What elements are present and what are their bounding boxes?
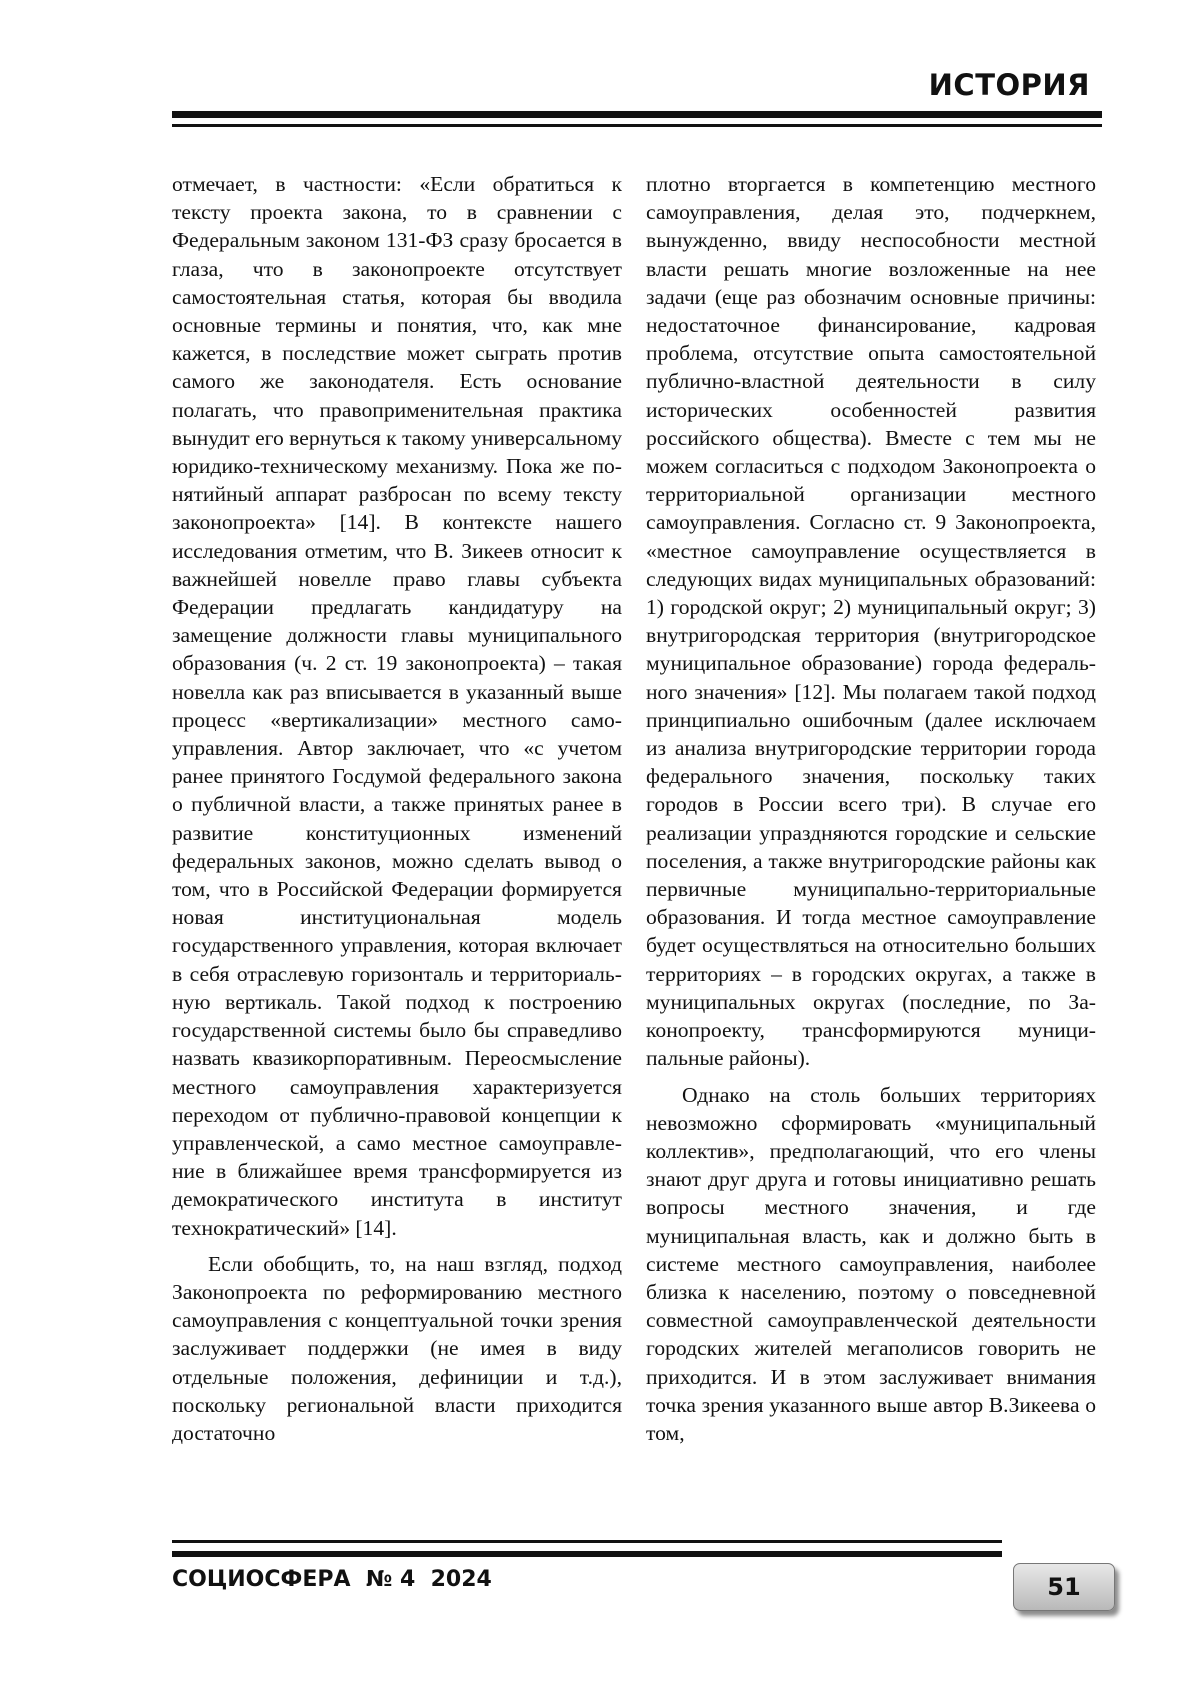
left-column xyxy=(172,170,622,1447)
page-number-badge xyxy=(1013,1563,1115,1611)
right-paragraph-1: плотно вторгается в компетенцию местного самоуправления, делая это, подчеркнем, вынужденно, ввиду неспособности местной власти решать многие возложенные на нее задачи (еще раз обозначим основные причины: недостаточное финансирование, кадровая проблема, отсутствие опыта самостоятельной публично-властной деятельности в силу исторических особенностей развития российского общества). Вместе с тем мы не можем согласиться с подходом Законопроекта о территориальной организации местного самоуправления. Согласно ст. 9 Законопроекта, «местное самоуправление осуществляется в следующих видах муниципальных образований: 1) городской округ; 2) муниципальный округ; 3) внутригородская территория (внутригородское муниципальное образование) города федерального значения» [12]. Мы полагаем такой подход принципиально ошибочным (далее исключаем из анализа внутригородские территории города федерального значения, поскольку таких городов в России всего три). В случае его реализации упраздняются городские и сельские поселения, а также внутригородские районы как первичные муниципально-территориальные образования. И тогда местное самоуправление будет осуществляться на относительно больших территориях – в городских округах, а также в муниципальных округах (последние, по Законопроекту, трансформируются муниципальные районы). xyxy=(646,172,1096,1071)
footer-rule-thin xyxy=(172,1540,1002,1543)
header-rule-thick xyxy=(172,111,1102,118)
right-paragraph-2: Однако на столь больших территориях невозможно сформировать «муниципальный коллектив», предполагающий, что его члены знают друг друга и готовы инициативно решать вопросы местного значения, и где муниципальная власть, как и должно быть в системе местного самоуправления, наиболее близка к населению, поэтому о повседневной совместной самоуправленческой деятельности городских жителей мегаполисов говорить не приходится. И в этом заслуживает внимания точка зрения указанного выше автор В.Зикеева о том, xyxy=(646,1082,1096,1445)
page-number: 51 xyxy=(1047,1573,1081,1601)
right-column xyxy=(646,170,1096,1447)
footer-rule-thick xyxy=(172,1551,1002,1557)
section-title: ИСТОРИЯ xyxy=(928,68,1090,102)
left-paragraph-1: отмечает, в частности: «Если обратиться к тексту проекта закона, то в сравнении с Федеральным законом 131-ФЗ сразу бросается в глаза, что в законопроекте отсутствует самостоятельная статья, которая бы вводила основные термины и понятия, что, как мне кажется, в последствие может сыграть против самого же законодателя. Есть основание полагать, что правоприменительная практика вынудит его вернуться к такому универсальному юридико-техническому механизму. Пока же понятийный аппарат разбросан по всему тексту законопроекта» [14]. В контексте нашего исследования отметим, что В. Зикеев относит к важнейшей новелле право главы субъекта Федерации предлагать кандидатуру на замещение должности главы муниципального образования (ч. 2 ст. 19 законопроекта) – такая новелла как раз вписывается в указанный выше процесс «вертикализации» местного самоуправления. Автор заключает, что «с учетом ранее принятого Госдумой федерального закона о публичной власти, а также принятых ранее в развитие конституционных изменений федеральных законов, можно сделать вывод о том, что в Российской Федерации формируется новая институциональная модель государственного управления, которая включает в себя отраслевую горизонталь и территориальную вертикаль. Такой подход к построению государственной системы было бы справедливо назвать квазикорпоративным. Переосмысление местного самоуправления характеризуется переходом от публично-правовой концепции к управленческой, а само местное самоуправление в ближайшее время трансформируется из демократического института в институт технократический» [14]. xyxy=(172,172,622,1240)
left-paragraph-2: Если обобщить, то, на наш взгляд, подход Законопроекта по реформированию местного самоуправления с концептуальной точки зрения заслуживает поддержки (не имея в виду отдельные положения, дефиниции и т.д.), поскольку региональной власти приходится достаточно xyxy=(172,1251,622,1445)
journal-issue-label: СОЦИОСФЕРА № 4 2024 xyxy=(172,1567,492,1592)
header-rule-thin xyxy=(172,124,1102,127)
